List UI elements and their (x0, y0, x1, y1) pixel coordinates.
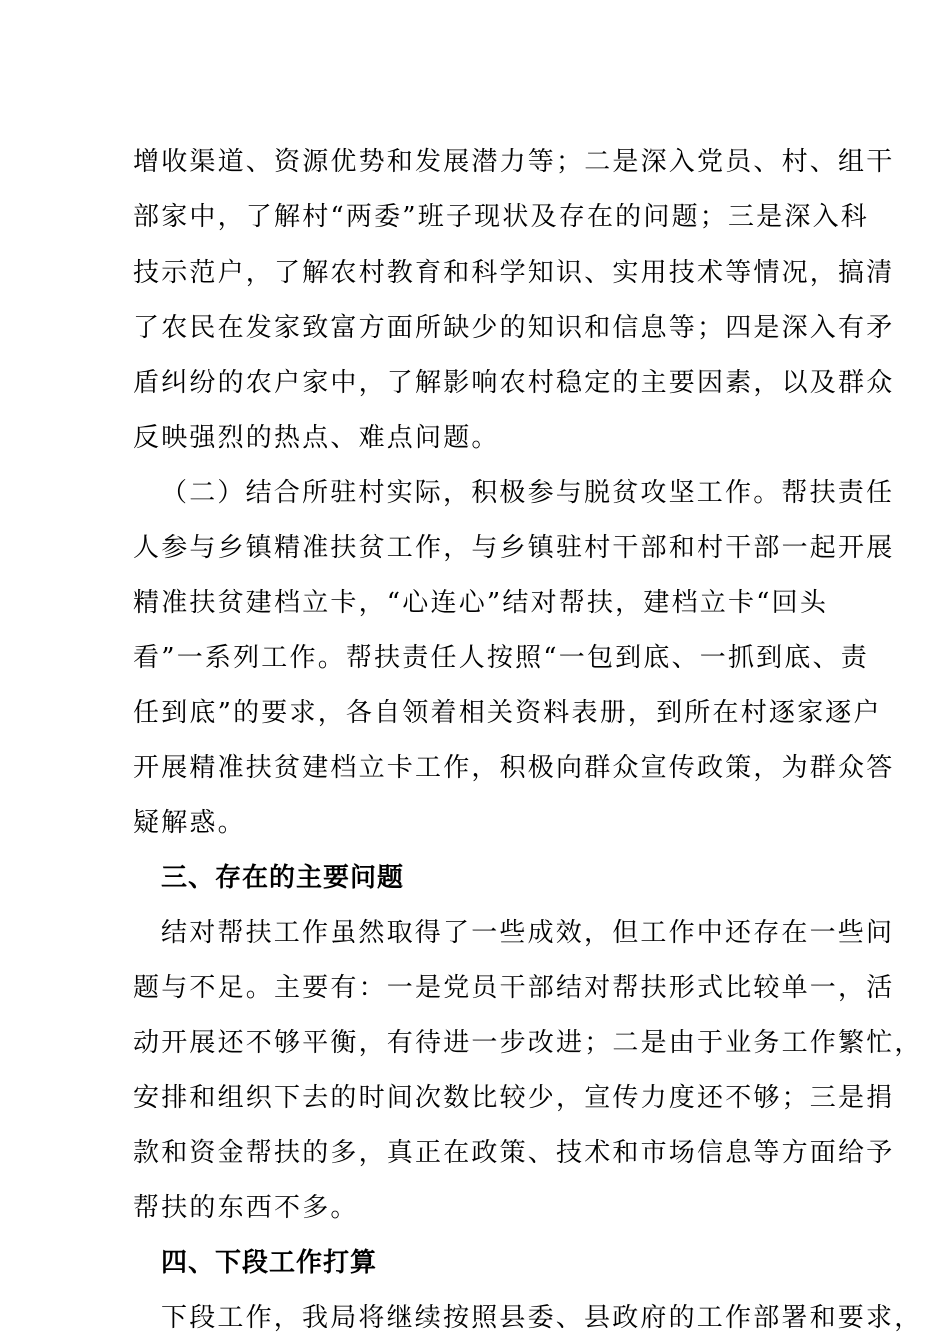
paragraph-line: 动开展还不够平衡，有待进一步改进；二是由于业务工作繁忙， (133, 1028, 923, 1058)
subheading-paragraph-line: （二）结合所驻村实际，积极参与脱贫攻坚工作。帮扶责任 (161, 478, 895, 508)
paragraph-line: 帮扶的东西不多。 (133, 1193, 359, 1223)
paragraph-line: 盾纠纷的农户家中，了解影响农村稳定的主要因素，以及群众 (133, 368, 895, 398)
paragraph-line: 安排和组织下去的时间次数比较少，宣传力度还不够；三是捐 (133, 1083, 895, 1113)
paragraph-line: 看”一系列工作。帮扶责任人按照“一包到底、一抓到底、责 (133, 643, 869, 673)
section-heading: 三、存在的主要问题 (161, 863, 405, 893)
paragraph-line: 精准扶贫建档立卡，“心连心”结对帮扶，建档立卡“回头 (133, 588, 829, 618)
paragraph-line: 款和资金帮扶的多，真正在政策、技术和市场信息等方面给予 (133, 1138, 895, 1168)
paragraph-line: 开展精准扶贫建档立卡工作，积极向群众宣传政策，为群众答 (133, 753, 895, 783)
paragraph-line: 人参与乡镇精准扶贫工作，与乡镇驻村干部和村干部一起开展 (133, 533, 895, 563)
paragraph-line: 反映强烈的热点、难点问题。 (133, 423, 500, 453)
paragraph-line: 任到底”的要求，各自领着相关资料表册，到所在村逐家逐户 (133, 698, 882, 728)
paragraph-line: 结对帮扶工作虽然取得了一些成效，但工作中还存在一些问 (161, 918, 895, 948)
paragraph-line: 题与不足。主要有：一是党员干部结对帮扶形式比较单一，活 (133, 973, 895, 1003)
section-heading: 四、下段工作打算 (161, 1248, 378, 1278)
paragraph-line: 疑解惑。 (133, 808, 246, 838)
paragraph-line: 了农民在发家致富方面所缺少的知识和信息等；四是深入有矛 (133, 313, 895, 343)
paragraph-line: 部家中，了解村“两委”班子现状及存在的问题；三是深入科 (133, 202, 869, 232)
paragraph-line: 增收渠道、资源优势和发展潜力等；二是深入党员、村、组干 (133, 147, 895, 177)
paragraph-line: 下段工作，我局将继续按照县委、县政府的工作部署和要求， (161, 1303, 923, 1333)
paragraph-line: 技示范户，了解农村教育和科学知识、实用技术等情况，搞清 (133, 258, 895, 288)
